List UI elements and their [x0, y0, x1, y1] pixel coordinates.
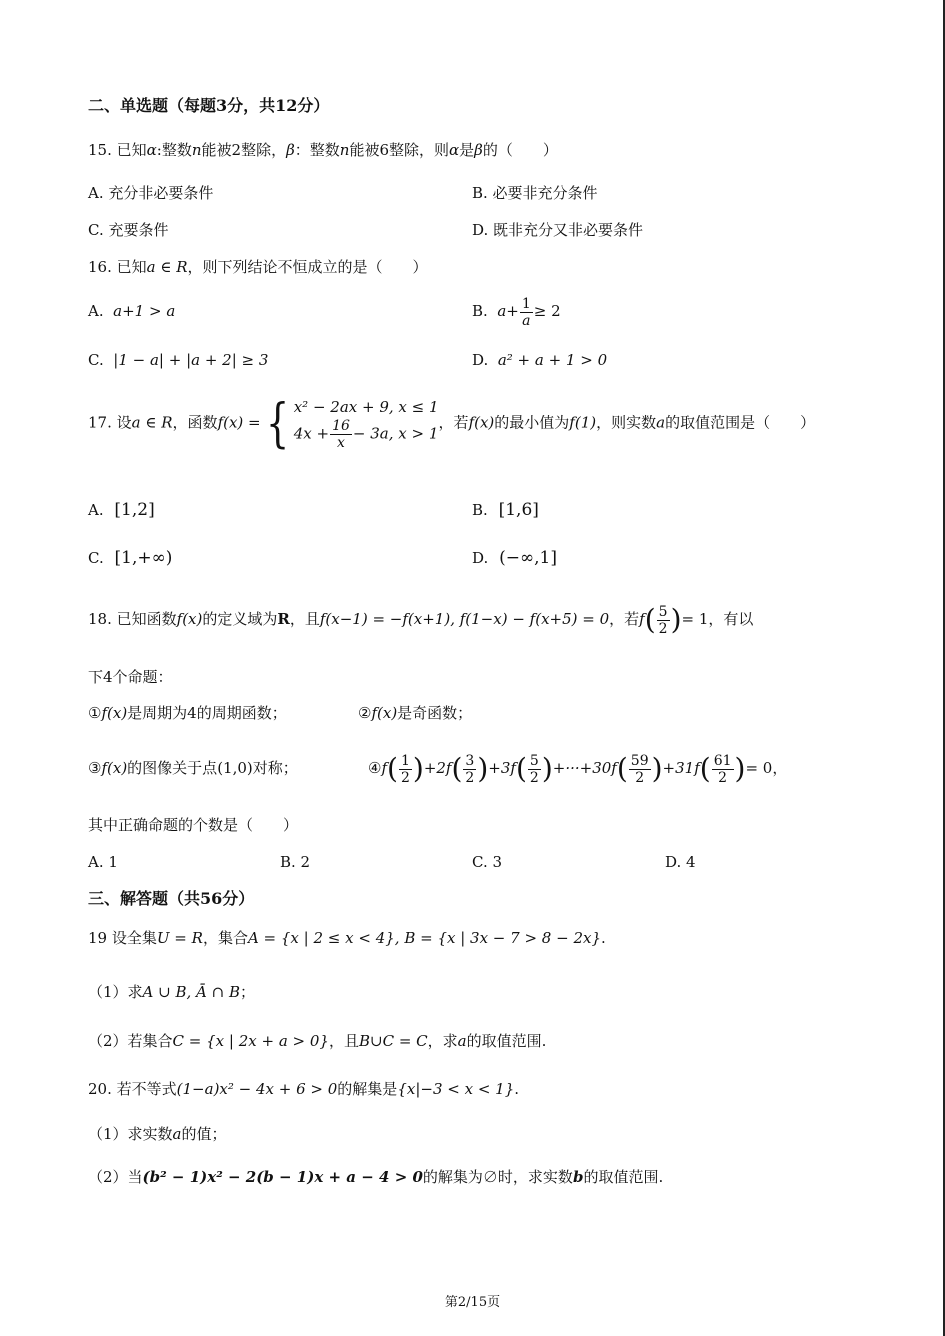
var-n: n: [191, 141, 202, 159]
question-15: [88, 140, 558, 160]
numerator: 3: [465, 752, 475, 769]
section-title: 三、解答题（共56分）: [88, 889, 255, 908]
numerator: 61: [713, 752, 732, 769]
stem-text: ，则下列结论不恒成立的是（ ）: [187, 258, 428, 276]
option-formula: a+: [497, 302, 519, 320]
stem-text: 的定义域为: [202, 610, 278, 628]
stem-text: ，若: [609, 610, 640, 628]
function-name: f(x): [371, 704, 398, 722]
option-c: C. 3: [472, 853, 503, 871]
option-label: D.: [472, 549, 489, 567]
question-16: [88, 257, 428, 277]
numerator: 16: [332, 418, 350, 434]
stem-text: ，函数: [172, 413, 218, 432]
question-19: [88, 928, 606, 948]
stem-text: 设全集: [111, 929, 157, 947]
fraction: [330, 418, 352, 451]
option-label: A.: [88, 501, 104, 519]
stem-text: ：整数: [294, 141, 340, 159]
option-label: C.: [88, 549, 104, 567]
function-name: f(x): [101, 759, 128, 777]
stem-text: 的最小值为: [494, 413, 570, 432]
function-name: f(x): [101, 704, 128, 722]
denominator: 2: [658, 620, 668, 637]
fraction: [657, 604, 670, 637]
paren-glyph: (: [644, 603, 656, 636]
denominator: 2: [529, 769, 539, 786]
stem-text: 已知: [116, 258, 147, 276]
question-number: 16.: [88, 258, 112, 276]
option-c: [88, 548, 172, 568]
alpha-symbol: α: [146, 141, 157, 159]
stem-text: ，有以: [708, 610, 754, 628]
option-b: B. 2: [280, 853, 311, 871]
part-text: ，且: [328, 1032, 359, 1050]
option-a: A. 1: [88, 853, 118, 871]
stem-text: 已知函数: [116, 610, 177, 628]
sum-term: +31f: [662, 759, 700, 777]
var-a: a: [172, 1125, 182, 1143]
question-number: 19: [88, 929, 108, 947]
inequality: (b² − 1)x² − 2(b − 1)x + a − 4 > 0: [142, 1168, 423, 1186]
question-18-line2: 下4个命题：: [88, 668, 173, 686]
part-text: （2）若集合: [88, 1032, 173, 1050]
option-d: [472, 548, 557, 568]
condition-value: = 1: [681, 610, 709, 628]
universal-set: U = R: [156, 929, 203, 947]
stem-text: :整数: [156, 141, 192, 159]
option-formula: (−∞,1]: [499, 548, 557, 568]
part-text: （2）当: [88, 1168, 143, 1186]
part-text: ，求: [427, 1032, 458, 1050]
option-label: B.: [472, 501, 488, 519]
question-17: [88, 393, 816, 454]
proposition-text: 对称；: [252, 759, 298, 777]
question-20-part-1: [88, 1124, 227, 1144]
beta-symbol: β: [286, 141, 295, 159]
function-value: f(1): [569, 413, 597, 432]
question-19-part-2: [88, 1031, 546, 1051]
option-d: [472, 350, 607, 370]
option-d: D. 既非充分又非必要条件: [472, 221, 644, 239]
part-text: 的取值范围.: [583, 1168, 664, 1186]
stem-text: 的解集是: [337, 1080, 398, 1098]
stem-text: .: [601, 929, 606, 947]
denominator: a: [522, 312, 531, 329]
option-formula: [1,2]: [114, 500, 155, 520]
option-label: D.: [472, 351, 489, 369]
stem-text: 若不等式: [116, 1080, 177, 1098]
question-number: 20.: [88, 1080, 112, 1098]
part-text: （1）求: [88, 983, 143, 1001]
paren-glyph: ): [541, 752, 553, 785]
set-condition: B∪C = C: [358, 1032, 428, 1050]
option-c: [88, 350, 268, 370]
fraction: [629, 753, 651, 786]
condition: a ∈ R: [131, 413, 173, 432]
fraction: [528, 753, 541, 786]
var-a: a: [457, 1032, 467, 1050]
piecewise-function: [294, 396, 439, 451]
denominator: 2: [718, 769, 728, 786]
proposition-4: [368, 748, 787, 788]
proposition-text: 的图像关于点: [127, 759, 218, 777]
piece-1: x² − 2ax + 9, x ≤ 1: [293, 398, 439, 416]
option-a: [88, 500, 155, 520]
stem-text: 能被2整除，: [201, 141, 287, 159]
paren-glyph: ): [651, 752, 663, 785]
option-b: B. 必要非充分条件: [472, 184, 598, 202]
sum-term: +3f: [488, 759, 516, 777]
function-name: f: [639, 610, 645, 628]
piece-text: − 3a, x > 1: [352, 424, 439, 443]
question-number: 17.: [88, 413, 112, 432]
proposition-3: [88, 758, 298, 778]
option-b: [472, 500, 539, 520]
fraction: [399, 753, 412, 786]
proposition-text: 是奇函数；: [397, 704, 473, 722]
brace-glyph: {: [265, 393, 289, 454]
var-n: n: [339, 141, 350, 159]
question-number: 18.: [88, 610, 112, 628]
stem-text: ，集合: [202, 929, 248, 947]
proposition-marker: ③: [88, 759, 102, 777]
set-expression: A ∪ B, Ā ∩ B: [142, 983, 241, 1001]
part-text: 的解集为∅时，求实数: [422, 1168, 573, 1186]
paren-glyph: ): [412, 752, 424, 785]
piece-text: 4x +: [293, 424, 330, 443]
proposition-text: 是周期为4的周期函数；: [127, 704, 287, 722]
inequality: (1−a)x² − 4x + 6 > 0: [176, 1080, 338, 1098]
part-text: （1）求实数: [88, 1125, 173, 1143]
stem-text: ，若: [438, 413, 469, 432]
option-label: C.: [88, 351, 104, 369]
fraction: [712, 753, 734, 786]
proposition-marker: ④: [368, 759, 382, 777]
option-a: A. 充分非必要条件: [88, 184, 214, 202]
function-name: f(x): [176, 610, 203, 628]
option-c: C. 充要条件: [88, 221, 169, 239]
paren-glyph: (: [387, 752, 398, 785]
denominator: 2: [465, 769, 475, 786]
option-d: D. 4: [665, 853, 696, 871]
stem-text: 的取值范围是（ ）: [665, 413, 816, 432]
part-text: 的值；: [181, 1125, 227, 1143]
condition: a ∈ R: [146, 258, 188, 276]
point: (1,0): [217, 759, 253, 777]
denominator: 2: [635, 769, 645, 786]
stem-text: ，且: [289, 610, 320, 628]
question-20: [88, 1079, 519, 1099]
part-text: 的取值范围.: [466, 1032, 547, 1050]
fraction: [520, 296, 533, 329]
proposition-marker: ②: [358, 704, 372, 722]
option-label: A.: [88, 302, 104, 320]
option-formula: [1,6]: [498, 500, 539, 520]
sum-term: f: [381, 759, 388, 777]
numerator: 1: [400, 752, 410, 769]
question-number: 15.: [88, 141, 112, 159]
sum-term: +···+30f: [552, 759, 617, 777]
paren-glyph: ): [477, 752, 489, 785]
sum-term: +2f: [423, 759, 452, 777]
part-text: ；: [240, 983, 256, 1001]
proposition-2: [358, 703, 472, 723]
option-formula: a+1 > a: [113, 302, 176, 320]
proposition-marker: ①: [88, 704, 102, 722]
stem-text: 是: [459, 141, 475, 159]
sum-result: = 0，: [745, 759, 788, 777]
numerator: 5: [529, 752, 539, 769]
paren-glyph: ): [734, 752, 746, 785]
piece-2: [294, 418, 439, 451]
paren-glyph: (: [616, 752, 628, 785]
numerator: 1: [521, 295, 531, 312]
paren-glyph: (: [515, 752, 527, 785]
stem-text: 已知: [116, 141, 147, 159]
stem-text: .: [514, 1080, 520, 1098]
set-c: C = {x | 2x + a > 0}: [172, 1032, 329, 1050]
set-definitions: A = {x | 2 ≤ x < 4}, B = {x | 3x − 7 > 8 − 2x}: [247, 929, 601, 947]
beta-symbol: β: [474, 141, 483, 159]
option-formula: a² + a + 1 > 0: [497, 351, 608, 369]
function-name: f(x) =: [217, 413, 261, 432]
option-a: [88, 301, 175, 321]
stem-text: 的（ ）: [482, 141, 558, 159]
paren-glyph: ): [670, 603, 682, 636]
real-set: R: [277, 610, 290, 628]
var-a: a: [656, 413, 666, 432]
paren-glyph: (: [451, 752, 463, 785]
numerator: 59: [630, 752, 649, 769]
stem-text: 能被6整除，则: [349, 141, 449, 159]
numerator: 5: [658, 603, 668, 620]
option-label: B.: [472, 302, 488, 320]
var-b: b: [572, 1168, 584, 1186]
section-title: 二、单选题（每题3分，共12分）: [88, 96, 330, 115]
question-18: [88, 601, 753, 637]
denominator: x: [337, 435, 345, 451]
question-20-part-2: [88, 1167, 663, 1187]
paren-glyph: (: [699, 752, 711, 785]
option-b: [472, 294, 561, 329]
solution-set: {x|−3 < x < 1}: [397, 1080, 515, 1098]
function-name: f(x): [468, 413, 495, 432]
stem-text: ，则实数: [596, 413, 657, 432]
option-formula: [1,+∞): [114, 548, 173, 568]
option-formula: |1 − a| + |a + 2| ≥ 3: [113, 351, 269, 369]
stem-text: 设: [116, 413, 132, 432]
fraction: [463, 753, 476, 786]
option-formula: ≥ 2: [533, 302, 561, 320]
alpha-symbol: α: [448, 141, 460, 159]
question-18-ask: 其中正确命题的个数是（ ）: [88, 816, 299, 834]
question-19-part-1: [88, 982, 255, 1002]
condition-equation: f(x−1) = −f(x+1), f(1−x) − f(x+5) = 0: [319, 610, 610, 628]
page-number: 第2/15页: [444, 1295, 501, 1310]
denominator: 2: [400, 769, 410, 786]
proposition-1: [88, 703, 287, 723]
